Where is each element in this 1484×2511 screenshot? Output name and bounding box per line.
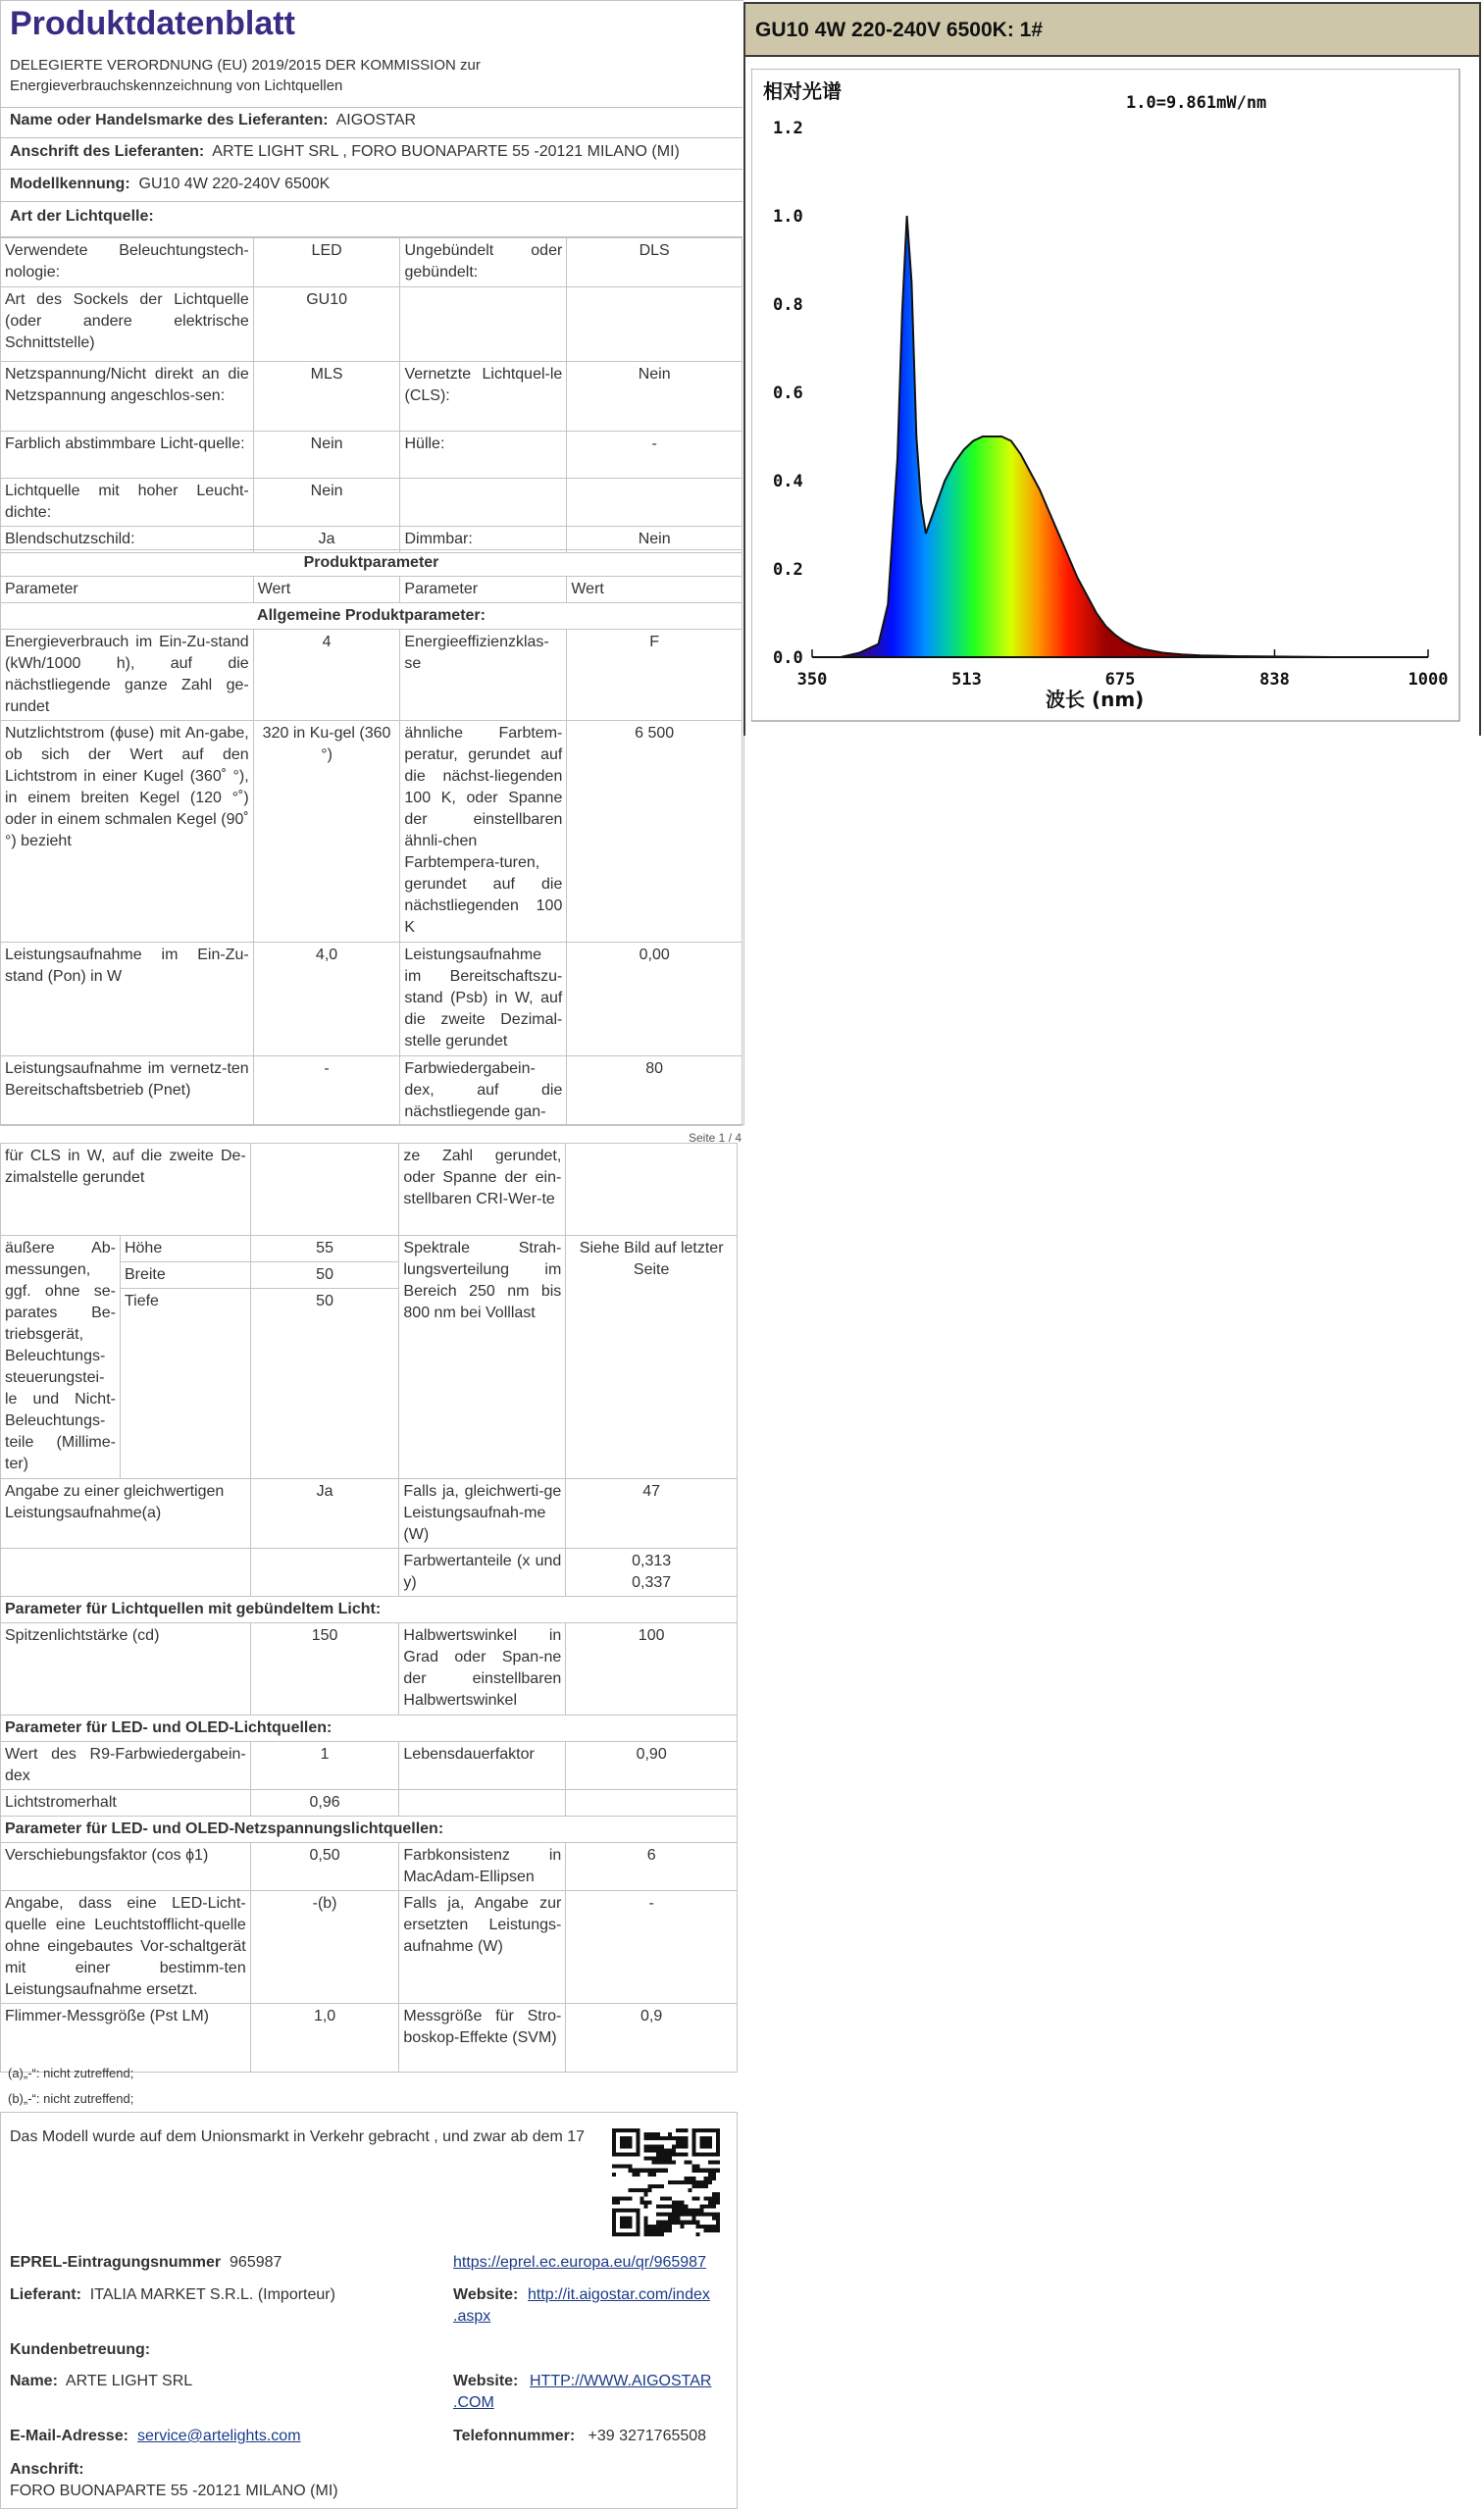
market-date: Das Modell wurde auf dem Unionsmarkt in Verkehr gebracht , und zwar ab dem 17 [10, 2128, 586, 2145]
website-link-2b[interactable]: .COM [453, 2394, 494, 2411]
eprel-row: EPREL-Eintragungsnummer 965987 [10, 2254, 282, 2271]
qr-code-icon [612, 2128, 720, 2236]
website-link-2[interactable]: HTTP://WWW.AIGOSTAR [530, 2373, 712, 2389]
regulation-text: DELEGIERTE VERORDNUNG (EU) 2019/2015 DER KOMMISSION zur Energieverbrauchskennzeichnung von Lichtquellen [10, 57, 481, 94]
page-title: Produktdatenblatt [10, 5, 295, 42]
x-tick-label: 838 [1259, 670, 1290, 690]
email-link[interactable]: service@artelights.com [137, 2428, 301, 2444]
spectrum-title: GU10 4W 220-240V 6500K: 1# [755, 19, 1044, 41]
y-tick-label: 1.0 [773, 207, 803, 227]
phone-row: Telefonnummer: +39 3271765508 [453, 2428, 707, 2444]
footnote-a: (a)„-“: nicht zutreffend; [8, 2066, 134, 2080]
address-label: Anschrift: [10, 2461, 84, 2478]
spectrum-panel [743, 0, 1484, 736]
product-params-table: Produktparameter Parameter Wert Parameter Wert Allgemeine Produktparameter: Energieverbrauch im Ein-Zu-stand (kWh/1000 h), auf die nächstliegende ganze Zahl ge-rundet 4 Energieeffizienzklas-se F Nutzlichtstrom (ϕuse) mit An-gabe, ob sich der Wert auf den Lichtstrom in einer Kugel (360˚ °), in einem breiten Kegel (120 °˚) oder in einem schmalen Kegel (90˚ °) bezieht 320 in Ku-gel (360 °) ähnliche Farbtem-peratur, gerundet auf die nächst-liegenden 100 K, oder Spanne der einstellbaren ähnli-chen Farbtempera-turen, gerundet auf die nächstliegenden 100 K 6 500 Leistungsaufnahme im Ein-Zu-stand (Pon) in W 4,0 Leistungsaufnahme im Bereitschaftszu-stand (Psb) in W, auf die zweite Dezimal-stelle gerundet 0,00 Leistungsaufnahme im vernetz-ten Bereitschaftsbetrieb (Pnet) - Farbwiedergabein-dex, auf die nächstliegende gan- 80 [0, 549, 742, 1126]
light-type-table: Verwendete Beleuchtungstech-nologie: LED Ungebündelt oder gebündelt: DLS Art des Sockels der Lichtquelle (oder andere elektrische Schnittstelle) GU10 Netzspannung/Nicht direkt an die Netzspannung angeschlos-sen: MLS Vernetzte Lichtquel-le (CLS): Nein Farblich abstimmbare Licht-quelle: Nein Hülle: - Lichtquelle mit hoher Leucht-dichte: Nein Blendschutzschild: Ja Dimmbar: Nein [0, 237, 742, 553]
spectrum-scale: 1.0=9.861mW/nm [1126, 93, 1267, 113]
supplier-row: Name oder Handelsmarke des Lieferanten: AIGOSTAR [10, 112, 417, 128]
service-label: Kundenbetreuung: [10, 2341, 151, 2358]
y-tick-label: 0.0 [773, 648, 803, 668]
website-label-2: Website: [453, 2373, 519, 2389]
spectrum-ylabel: 相对光谱 [763, 79, 842, 103]
spectrum-chart [751, 69, 1477, 736]
eprel-link[interactable]: https://eprel.ec.europa.eu/qr/965987 [453, 2254, 706, 2271]
footnote-b: (b)„-“: nicht zutreffend; [8, 2091, 134, 2106]
website-link-1b[interactable]: .aspx [453, 2308, 491, 2325]
address-row: Anschrift des Lieferanten: ARTE LIGHT SRL , FORO BUONAPARTE 55 -20121 MILANO (MI) [10, 143, 680, 160]
x-tick-label: 513 [951, 670, 982, 690]
address-value: FORO BUONAPARTE 55 -20121 MILANO (MI) [10, 2483, 338, 2499]
page-marker: Seite 1 / 4 [689, 1131, 742, 1145]
y-tick-label: 0.8 [773, 295, 803, 315]
plot-frame [751, 69, 1459, 721]
type-header: Art der Lichtquelle: [10, 208, 154, 225]
website-label-1: Website: [453, 2286, 519, 2303]
model-row: Modellkennung: GU10 4W 220-240V 6500K [10, 176, 331, 192]
x-tick-label: 675 [1104, 670, 1136, 690]
email-label: E-Mail-Adresse: [10, 2428, 128, 2444]
spectrum-header [743, 2, 1481, 57]
y-tick-label: 0.6 [773, 384, 803, 403]
x-tick-label: 350 [796, 670, 828, 690]
params-continued-table: für CLS in W, auf die zweite De-zimalstelle gerundet ze Zahl gerundet, oder Spanne der ein-stellbaren CRI-Wer-te äußere Ab-messungen, ggf. ohne se-parates Be-triebsgerät, Beleuchtungs-steuerungstei-le und Nicht-Beleuchtungs-teile (Millime-ter) Höhe 55 Spektrale Strah-lungsverteilung im Bereich 250 nm bis 800 nm bei Volllast Siehe Bild auf letzter Seite Breite 50 Tiefe 50 Angabe zu einer gleichwertigen Leistungsaufnahme(a) Ja Falls ja, gleichwerti-ge Leistungsaufnah-me (W) 47 Farbwertanteile (x und y) 0,313 0,337 Parameter für Lichtquellen mit gebündeltem Licht: Spitzenlichtstärke (cd) 150 Halbwertswinkel in Grad oder Span-ne der einstellbaren Halbwertswinkel 100 Parameter für LED- und OLED-Lichtquellen: Wert des R9-Farbwiedergabein-dex 1 Lebensdauerfaktor 0,90 Lichtstromerhalt 0,96 Parameter für LED- und OLED-Netzspannungslichtquellen: Verschiebungsfaktor (cos ϕ1) 0,50 Farbkonsistenz in MacAdam-Ellipsen 6 Angabe, dass eine LED-Licht-quelle eine Leuchtstofflicht-quelle ohne eingebautes Vor-schaltgerät mit einer bestimm-ten Leistungsaufnahme ersetzt. -(b) Falls ja, Angabe zur ersetzten Leistungs-aufnahme (W) - Flimmer-Messgröße (Pst LM) 1,0 Messgröße für Stro-boskop-Effekte (SVM) 0,9 [0, 1143, 738, 2073]
supplier-footer: Lieferant: ITALIA MARKET S.R.L. (Importeur) [10, 2286, 335, 2303]
y-tick-label: 0.4 [773, 472, 803, 491]
website-link-1[interactable]: http://it.aigostar.com/index [528, 2286, 710, 2303]
service-name: Name: ARTE LIGHT SRL [10, 2373, 193, 2389]
y-tick-label: 0.2 [773, 560, 803, 580]
x-tick-label: 1000 [1407, 670, 1449, 690]
spectrum-xlabel: 波长 (nm) [1046, 688, 1145, 711]
y-tick-label: 1.2 [773, 119, 803, 138]
